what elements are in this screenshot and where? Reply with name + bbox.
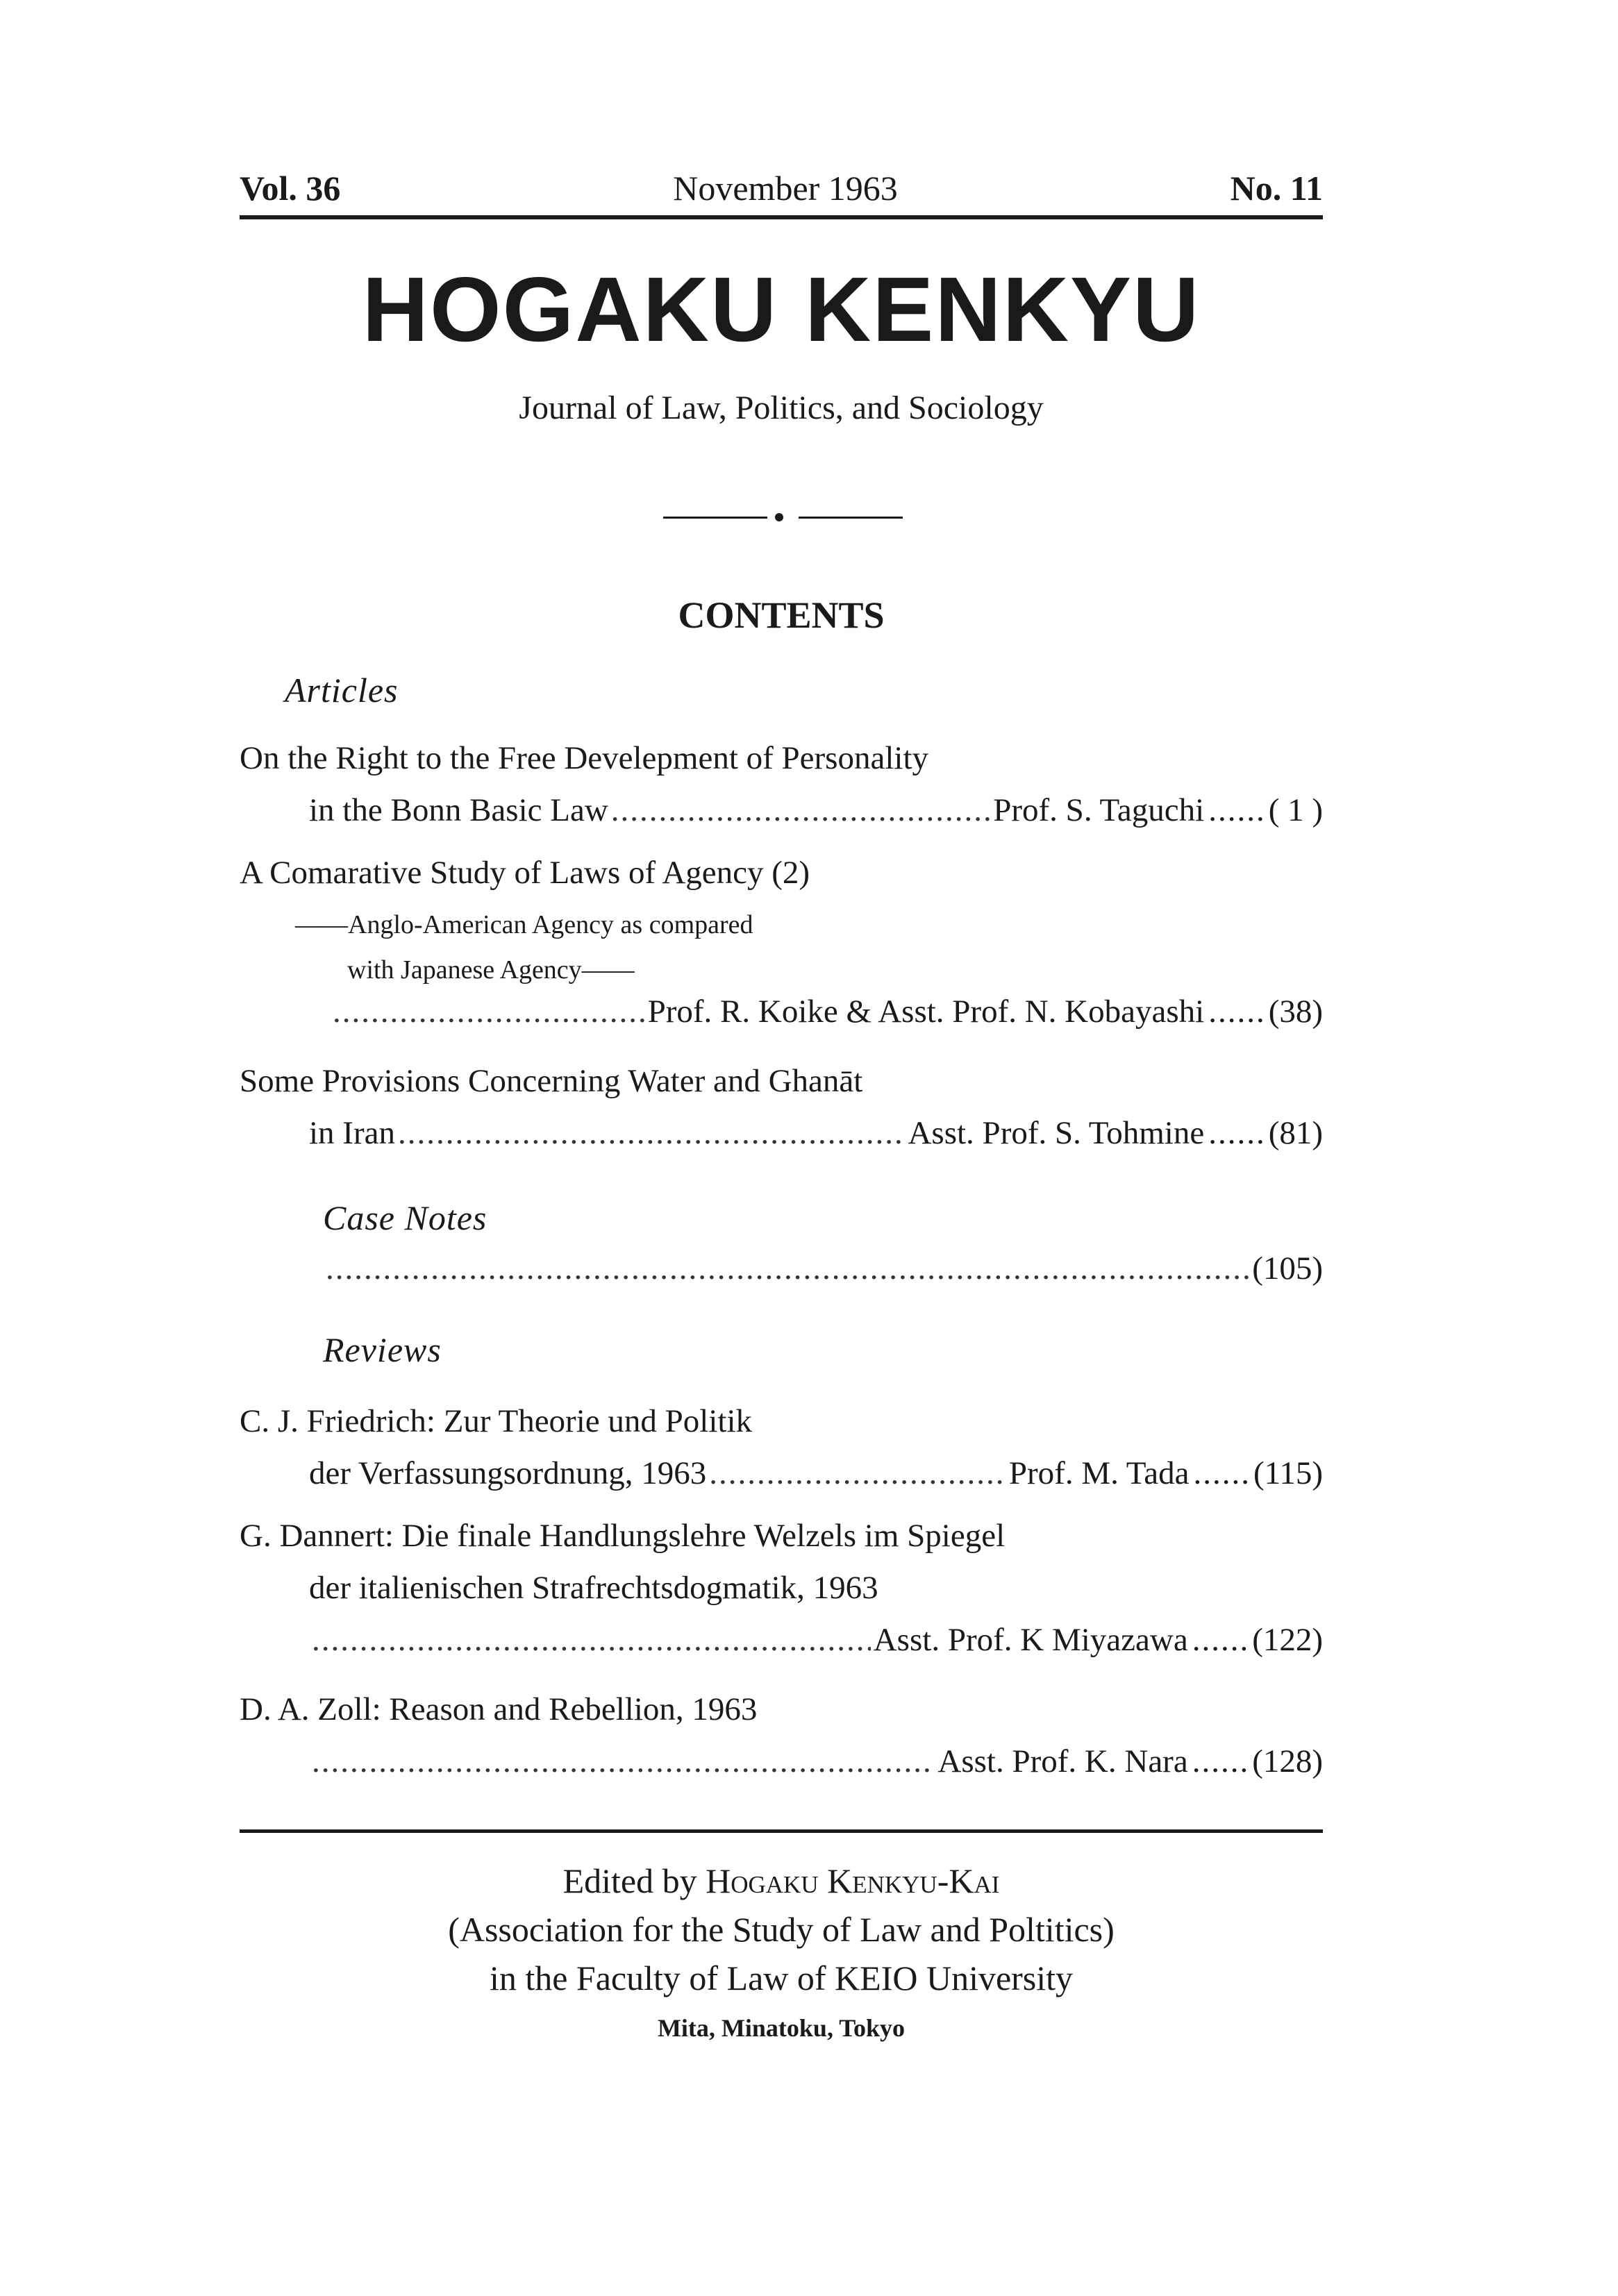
article-2-entry	[330, 993, 1323, 1030]
footer-edited-by	[240, 1861, 1323, 1901]
review-3-entry	[309, 1743, 1323, 1780]
masthead-row	[240, 167, 1323, 208]
page-leader: ......	[1192, 1622, 1250, 1658]
review-1-page: (115)	[1253, 1455, 1323, 1491]
article-2-author: Prof. R. Koike & Asst. Prof. N. Kobayashi	[647, 994, 1205, 1030]
review-2-title-cont: der italienischen Strafrechtsdogmatik, 1963	[309, 1570, 878, 1606]
leader-dots	[398, 1114, 905, 1152]
case-notes-page: (105)	[1252, 1250, 1323, 1287]
journal-title: HOGAKU KENKYU	[362, 258, 1201, 360]
leader-dots	[312, 1621, 871, 1659]
article-1-page: ( 1 )	[1268, 792, 1323, 828]
article-3-entry	[309, 1114, 1323, 1152]
issue-number: No. 11	[1230, 169, 1323, 208]
contents-heading: CONTENTS	[678, 594, 885, 636]
page-leader: ......	[1208, 1115, 1266, 1151]
article-2-page: (38)	[1268, 994, 1323, 1030]
review-3-page: (128)	[1252, 1743, 1323, 1779]
footer-address: Mita, Minatoku, Tokyo	[657, 2014, 906, 2042]
article-1-title: On the Right to the Free Develepment of Personality	[240, 740, 929, 776]
editor-name: Hogaku Kenkyu-Kai	[706, 1861, 1000, 1900]
leader-dots	[709, 1455, 1006, 1492]
ornament-line-right	[799, 517, 903, 519]
page-leader: ......	[1192, 1743, 1250, 1779]
footer-association: (Association for the Study of Law and Poltitics)	[448, 1910, 1115, 1949]
article-1-entry	[309, 791, 1323, 829]
leader-dots	[326, 1250, 1249, 1287]
leader-dots	[333, 993, 645, 1030]
journal-contents-page	[240, 0, 1323, 2296]
review-3-author: Asst. Prof. K. Nara	[937, 1743, 1188, 1779]
leader-dots	[312, 1743, 935, 1780]
ornament-line-left	[663, 517, 767, 519]
ornament-dot	[775, 513, 783, 521]
page-leader: ......	[1193, 1455, 1251, 1491]
footer-faculty: in the Faculty of Law of KEIO University	[489, 1959, 1074, 1997]
reviews-label: Reviews	[323, 1330, 442, 1369]
top-rule	[240, 215, 1323, 219]
volume-label: Vol. 36	[240, 169, 341, 208]
case-notes-entry	[323, 1250, 1323, 1287]
article-1-title-cont: in the Bonn Basic Law	[309, 792, 608, 828]
article-3-title-cont: in Iran	[309, 1115, 395, 1151]
bottom-rule	[240, 1829, 1323, 1833]
review-1-title: C. J. Friedrich: Zur Theorie und Politik	[240, 1403, 753, 1439]
review-1-title-cont: der Verfassungsordnung, 1963	[309, 1455, 707, 1491]
review-1-author: Prof. M. Tada	[1008, 1455, 1190, 1491]
article-2-subtitle-2: with Japanese Agency——	[347, 955, 635, 984]
article-3-author: Asst. Prof. S. Tohmine	[908, 1115, 1205, 1151]
review-2-title: G. Dannert: Die finale Handlungslehre Welzels im Spiegel	[240, 1518, 1006, 1554]
issue-date: November 1963	[673, 169, 898, 208]
review-1-entry	[309, 1455, 1323, 1492]
review-2-author: Asst. Prof. K Miyazawa	[873, 1622, 1188, 1658]
article-3-title: Some Provisions Concerning Water and Ghanāt	[240, 1063, 863, 1099]
article-1-author: Prof. S. Taguchi	[993, 792, 1205, 828]
review-3-title: D. A. Zoll: Reason and Rebellion, 1963	[240, 1691, 758, 1727]
edited-by-label: Edited by	[562, 1861, 697, 1900]
journal-subtitle: Journal of Law, Politics, and Sociology	[519, 389, 1044, 426]
article-2-title: A Comarative Study of Laws of Agency (2)	[240, 855, 810, 891]
review-2-page: (122)	[1252, 1622, 1323, 1658]
review-2-entry	[309, 1621, 1323, 1659]
page-leader: ......	[1208, 994, 1266, 1030]
article-3-page: (81)	[1268, 1115, 1323, 1151]
page-leader: ......	[1208, 792, 1266, 828]
articles-label: Articles	[285, 671, 399, 710]
article-2-subtitle-1: ——Anglo-American Agency as compared	[295, 910, 753, 939]
case-notes-label: Case Notes	[323, 1198, 487, 1237]
leader-dots	[611, 791, 990, 829]
ornament-divider	[642, 510, 920, 524]
